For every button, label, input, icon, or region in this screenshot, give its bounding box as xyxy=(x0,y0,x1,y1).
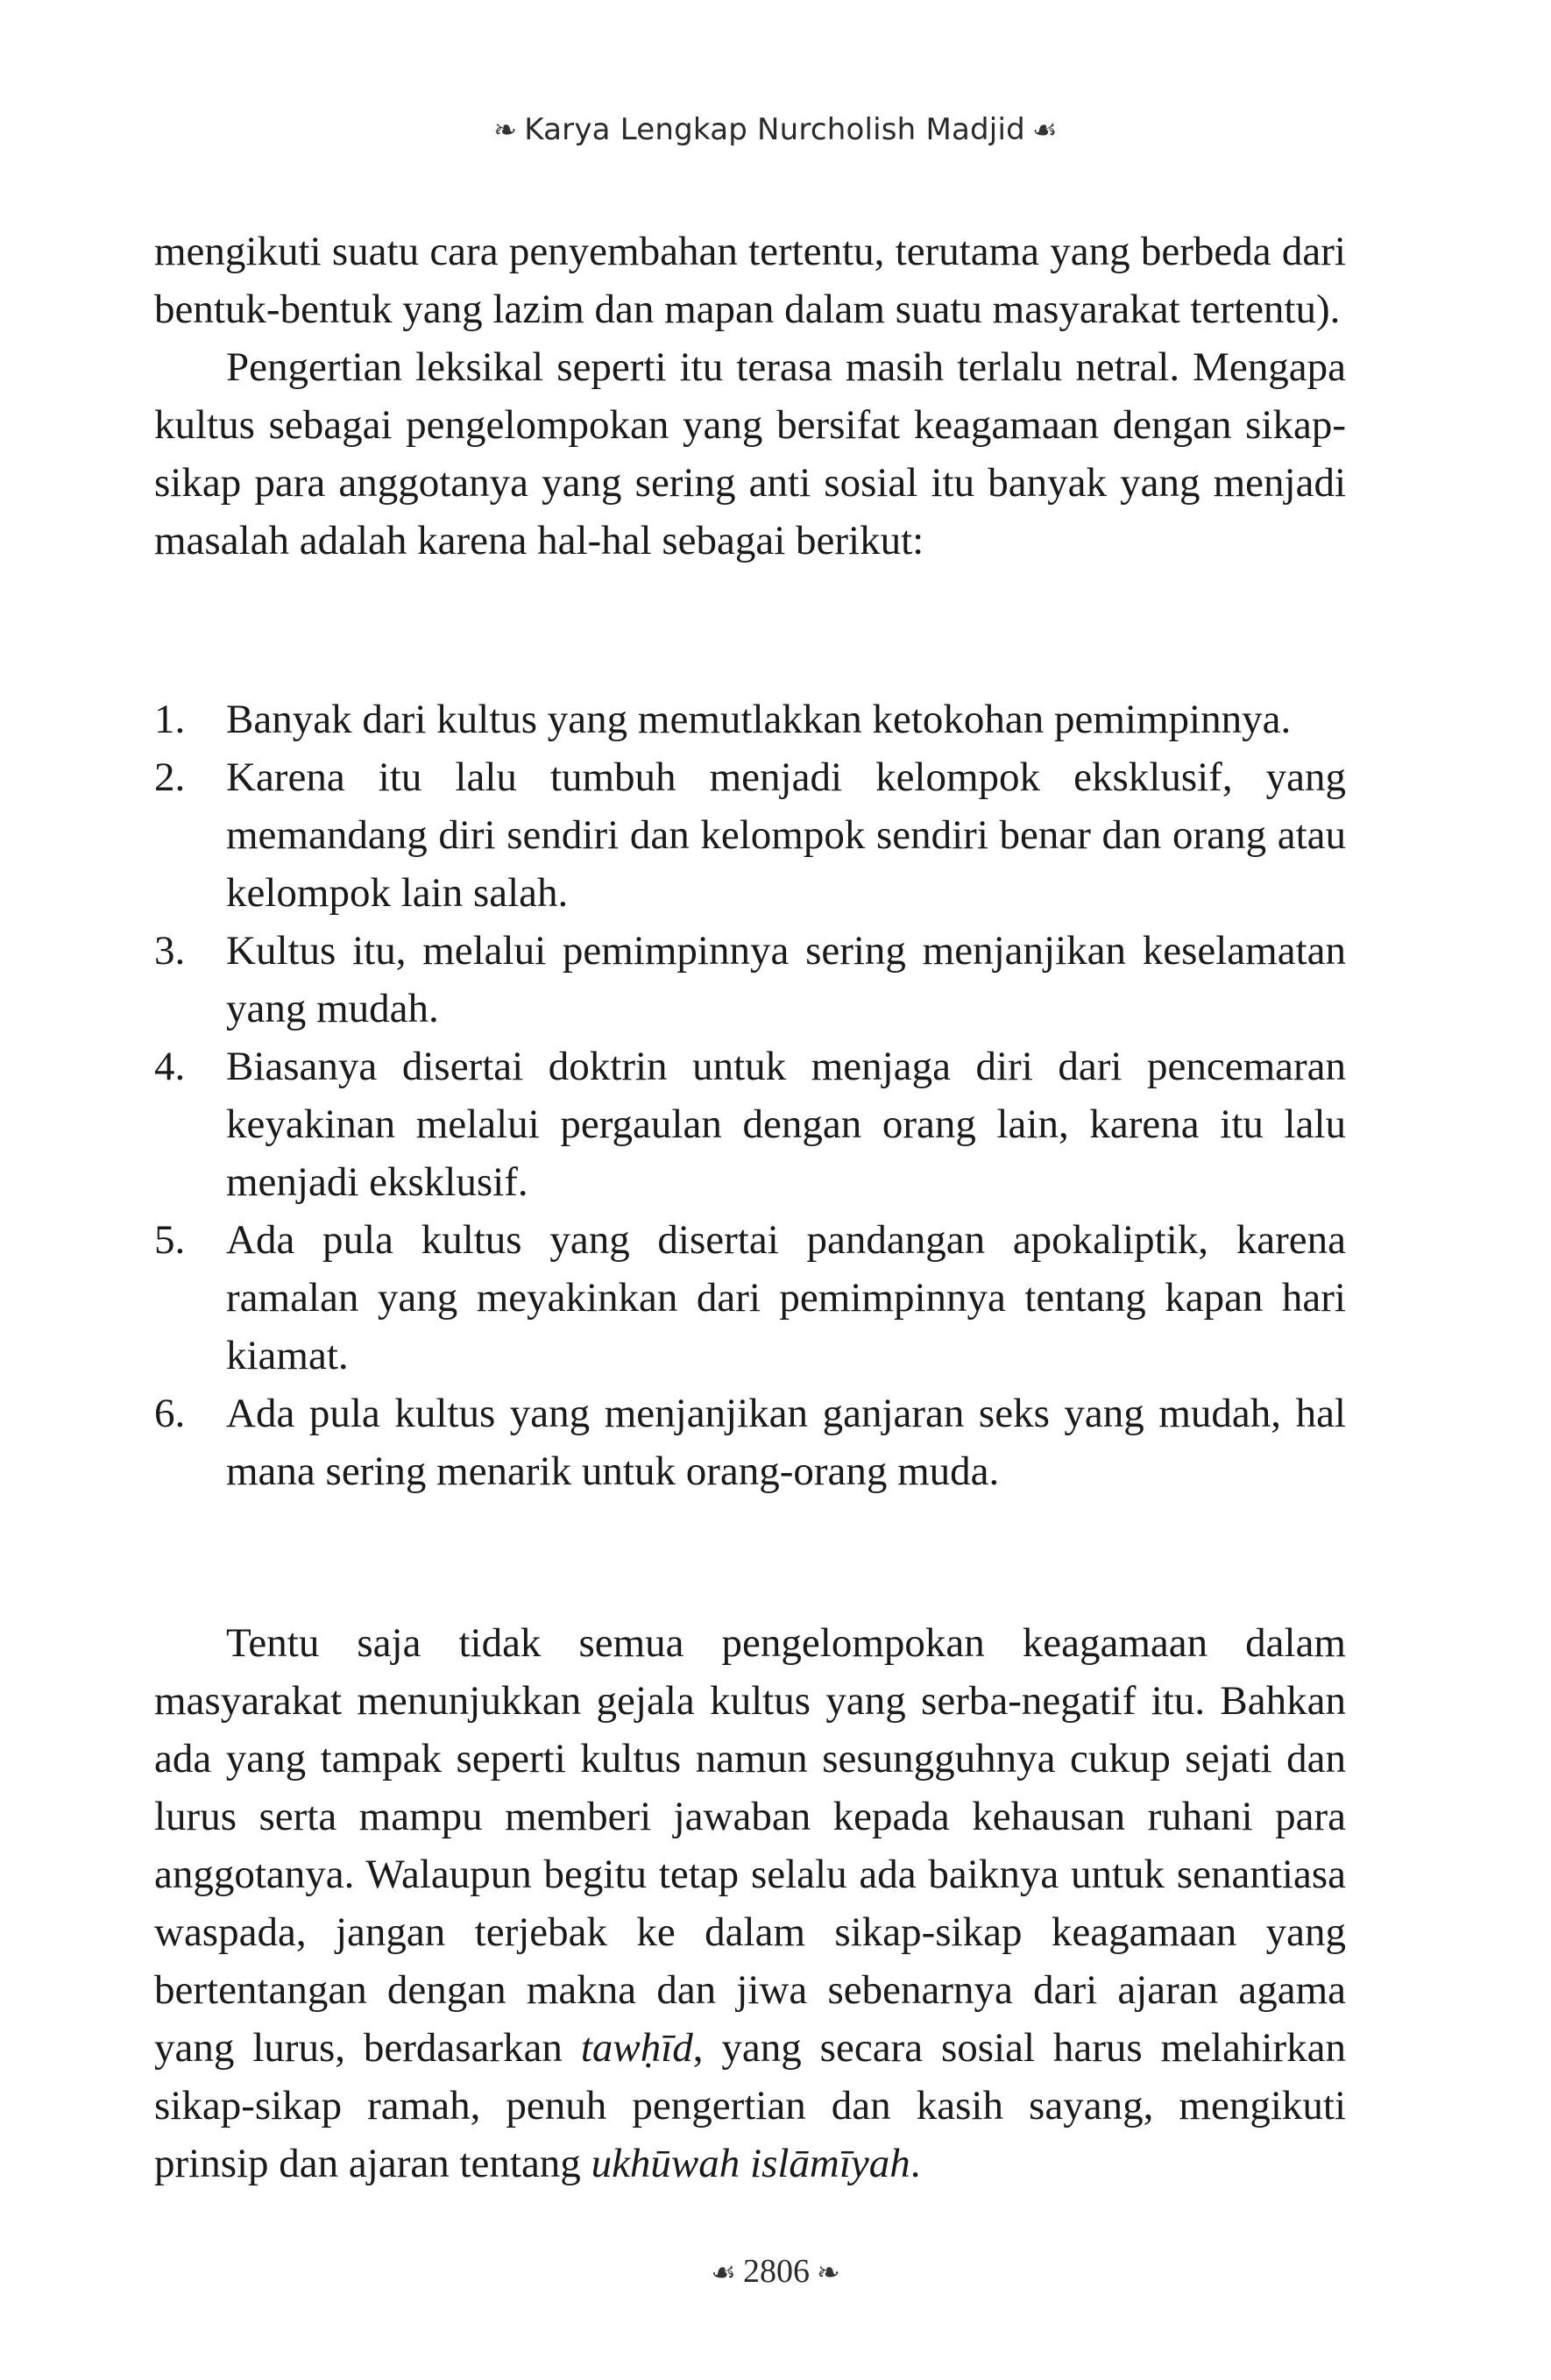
list-number: 5. xyxy=(154,1217,186,1263)
list-item xyxy=(154,1385,1346,1500)
numbered-list-block xyxy=(154,691,1346,1500)
list-number: 3. xyxy=(154,928,186,974)
list-number: 4. xyxy=(154,1044,186,1089)
running-header xyxy=(0,112,1551,147)
list-item-text: Banyak dari kultus yang memutlakkan ketokohan pemimpinnya. xyxy=(226,697,1292,742)
list-item xyxy=(154,748,1346,922)
body-text-bottom xyxy=(154,1614,1346,2192)
list-number: 6. xyxy=(154,1391,186,1436)
numbered-list xyxy=(154,691,1346,1500)
list-item-text: Karena itu lalu tumbuh menjadi kelompok eksklusif, yang memandang diri sendiri dan kelompok sendiri benar dan orang atau kelompok lain salah. xyxy=(226,754,1346,916)
ornament-left-icon: ❧ xyxy=(493,113,518,146)
list-item-text: Ada pula kultus yang menjanjikan ganjaran seks yang mudah, hal mana sering menarik untuk orang-orang muda. xyxy=(226,1391,1346,1494)
list-item-text: Kultus itu, melalui pemimpinnya sering menjanjikan keselamatan yang mudah. xyxy=(226,928,1346,1031)
list-item xyxy=(154,691,1346,748)
page-footer xyxy=(0,2252,1551,2291)
list-item xyxy=(154,1038,1346,1211)
continued-paragraph: mengikuti suatu cara penyembahan tertentu, terutama yang berbeda dari bentuk-bentuk yang lazim dan mapan dalam suatu masyarakat tertentu). xyxy=(154,229,1346,332)
closing-paragraph xyxy=(154,1614,1346,2192)
term-tawhid: tawḥīd xyxy=(580,2025,693,2071)
list-number: 2. xyxy=(154,754,186,800)
ornament-right-icon: ❧ xyxy=(816,2256,840,2289)
list-item xyxy=(154,1211,1346,1385)
closing-text-3: . xyxy=(910,2141,921,2186)
book-title: Karya Lengkap Nurcholish Madjid xyxy=(524,112,1025,147)
term-ukhuwah-islamiyah: ukhūwah islāmīyah xyxy=(591,2141,910,2186)
list-item-text: Ada pula kultus yang disertai pandangan apokaliptik, karena ramalan yang meyakinkan dari pemimpinnya tentang kapan hari kiamat. xyxy=(226,1217,1346,1378)
page-number: 2806 xyxy=(742,2253,810,2290)
closing-text-1: Tentu saja tidak semua pengelompokan keagamaan dalam masyarakat menunjukkan gejala kultus yang serba-negatif itu. Bahkan ada yang tampak seperti kultus namun sesungguhnya cukup sejati dan lurus serta mampu memberi jawaban kepada kehausan ruhani para anggotanya. Walaupun begitu tetap selalu ada baiknya untuk senantiasa waspada, jangan terjebak ke dalam sikap-sikap keagamaan yang bertentangan dengan makna dan jiwa sebenarnya dari ajaran agama yang lurus, berdasarkan xyxy=(154,1620,1346,2071)
ornament-left-icon: ☙ xyxy=(711,2256,736,2289)
list-item-text: Biasanya disertai doktrin untuk menjaga diri dari pencemaran keyakinan melalui pergaulan dengan orang lain, karena itu lalu menjadi eksklusif. xyxy=(226,1044,1346,1205)
ornament-right-icon: ☙ xyxy=(1031,113,1058,146)
list-item xyxy=(154,922,1346,1038)
body-text-top xyxy=(154,223,1346,570)
list-number: 1. xyxy=(154,697,186,742)
closing-text-2: , yang secara sosial harus melahirkan sikap-sikap ramah, penuh pengertian dan kasih sayang, mengikuti prinsip dan ajaran tentang xyxy=(154,2025,1347,2186)
intro-paragraph: Pengertian leksikal seperti itu terasa masih terlalu netral. Mengapa kultus sebagai pengelompokan yang bersifat keagamaan dengan sikap-sikap para anggotanya yang sering anti sosial itu banyak yang menjadi masalah adalah karena hal-hal sebagai berikut: xyxy=(154,344,1346,563)
